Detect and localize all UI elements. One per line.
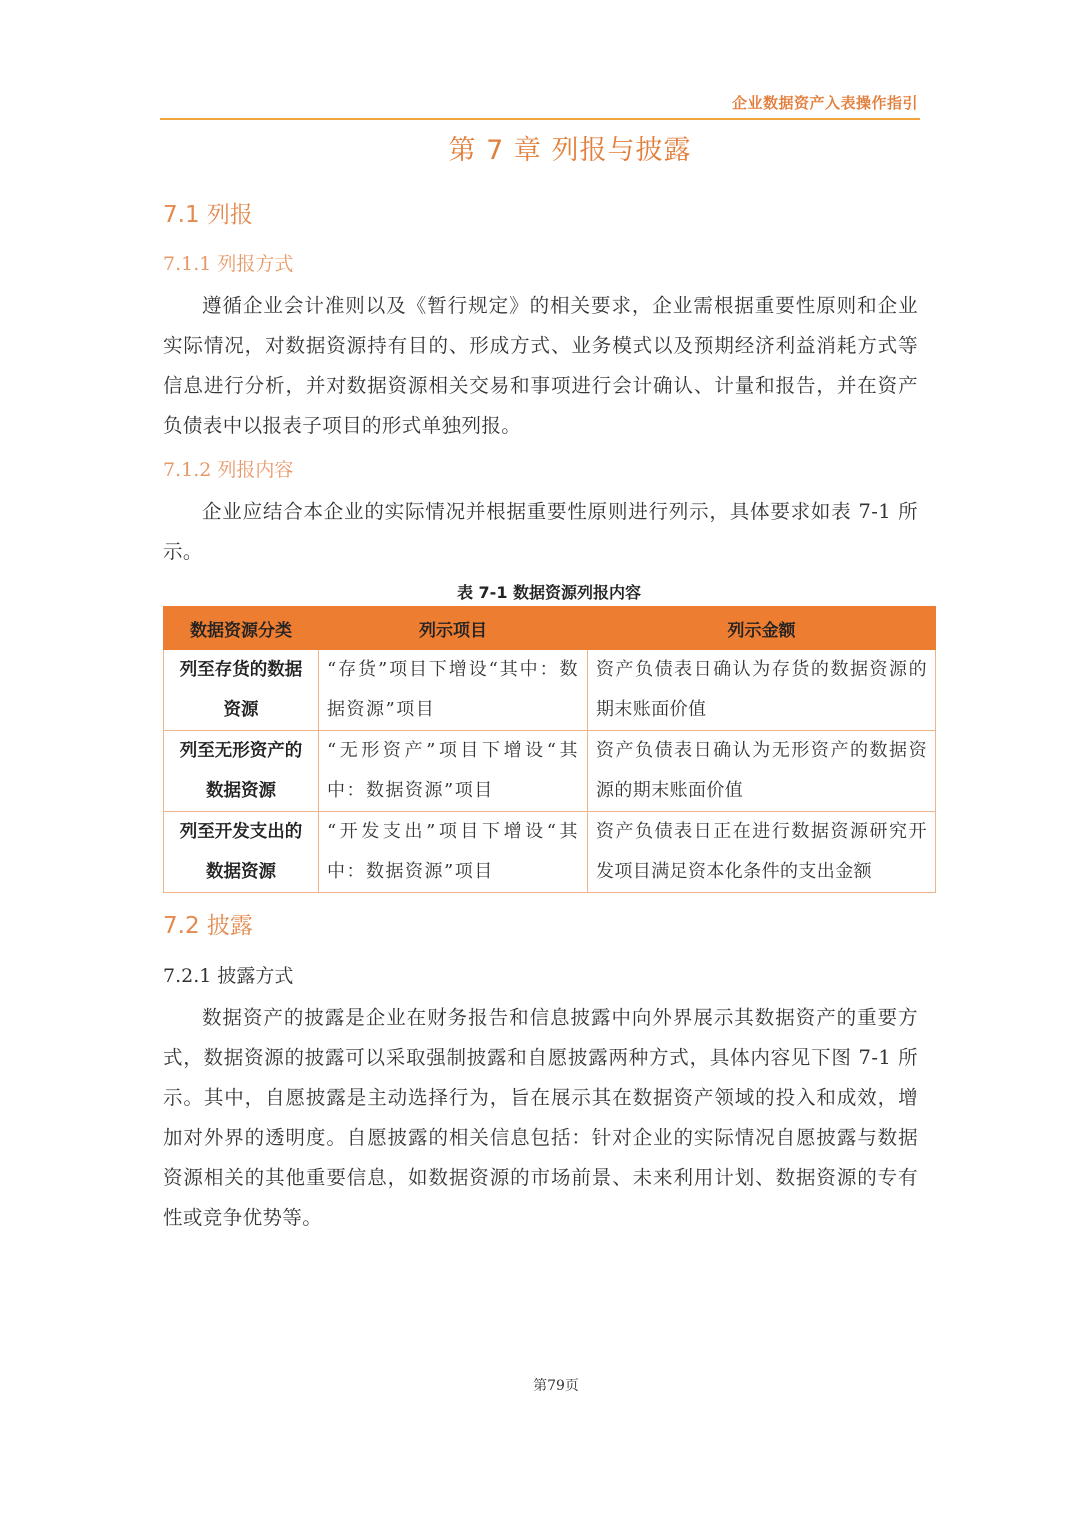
table-caption: 表 7-1 数据资源列报内容 (456, 583, 642, 602)
cell-category: 列至开发支出的数据资源 (164, 812, 319, 893)
cell-category: 列至无形资产的数据资源 (164, 731, 319, 812)
cell-category: 列至存货的数据资源 (164, 650, 319, 731)
column-header-item: 列示项目 (319, 607, 588, 650)
section-heading-7-1: 7.1 列报 (163, 202, 253, 228)
data-resource-table (163, 606, 936, 893)
cell-item: “开发支出”项目下增设“其中：数据资源”项目 (319, 812, 588, 893)
cell-item: “无形资产”项目下增设“其中：数据资源”项目 (319, 731, 588, 812)
column-header-category: 数据资源分类 (164, 607, 319, 650)
paragraph-7-1-2: 企业应结合本企业的实际情况并根据重要性原则进行列示，具体要求如表 7-1 所示。 (163, 500, 918, 563)
column-header-amount: 列示金额 (588, 607, 936, 650)
subsection-heading-7-2-1: 7.2.1 披露方式 (163, 965, 294, 987)
table-row (164, 650, 936, 731)
section-heading-7-2: 7.2 披露 (163, 913, 253, 939)
paragraph-7-2-1: 数据资产的披露是企业在财务报告和信息披露中向外界展示其数据资产的重要方式，数据资源的披露可以采取强制披露和自愿披露两种方式，具体内容见下图 7-1 所示。其中，自愿披露是主动选择行为，旨在展示其在数据资产领域的投入和成效，增加对外界的透明度。自愿披露的相关信息包括：针对企业的实际情况自愿披露与数据资源相关的其他重要信息，如数据资源的市场前景、未来利用计划、数据资源的专有性或竞争优势等。 (163, 1006, 918, 1229)
header-divider (160, 118, 920, 120)
cell-amount: 资产负债表日正在进行数据资源研究开发项目满足资本化条件的支出金额 (588, 812, 936, 893)
paragraph-7-1-1: 遵循企业会计准则以及《暂行规定》的相关要求，企业需根据重要性原则和企业实际情况，对数据资源持有目的、形成方式、业务模式以及预期经济利益消耗方式等信息进行分析，并对数据资源相关交易和事项进行会计确认、计量和报告，并在资产负债表中以报表子项目的形式单独列报。 (163, 294, 918, 437)
page-number: 第79页 (533, 1378, 579, 1394)
cell-amount: 资产负债表日确认为无形资产的数据资源的期末账面价值 (588, 731, 936, 812)
chapter-title: 第 7 章 列报与披露 (448, 135, 692, 166)
table-row (164, 731, 936, 812)
table-header-row (164, 607, 936, 650)
subsection-heading-7-1-2: 7.1.2 列报内容 (163, 459, 294, 481)
cell-item: “存货”项目下增设“其中：数据资源”项目 (319, 650, 588, 731)
subsection-heading-7-1-1: 7.1.1 列报方式 (163, 253, 294, 275)
running-header-title: 企业数据资产入表操作指引 (731, 94, 918, 112)
cell-amount: 资产负债表日确认为存货的数据资源的期末账面价值 (588, 650, 936, 731)
table-row (164, 812, 936, 893)
